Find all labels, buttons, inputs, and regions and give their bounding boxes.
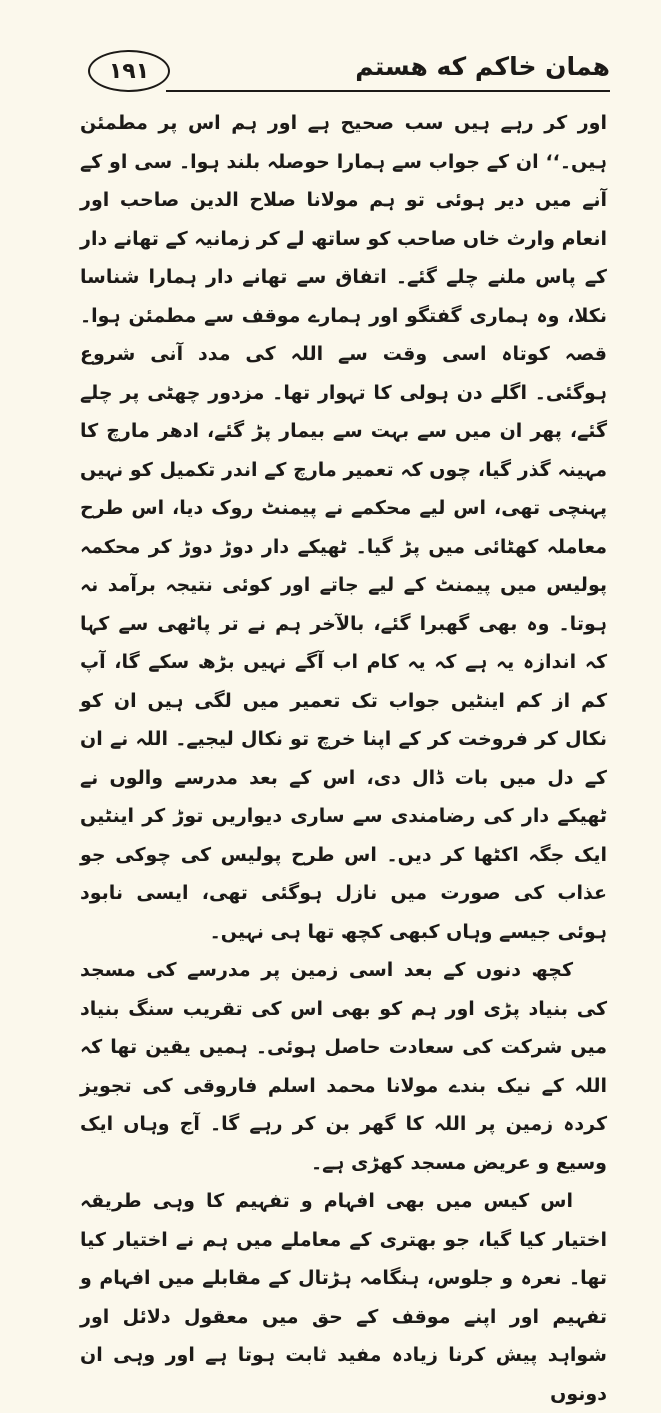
paragraph: کچھ دنوں کے بعد اسی زمین پر مدرسے کی مسجد کی بنیاد پڑی اور ہم کو بھی اس کی تقریب سنگ بنیاد میں شرکت کی سعادت حاصل ہوئی۔ ہمیں یقین تھا کہ اللہ کے نیک بندے مولانا محمد اسلم فاروقی کی تجویز کردہ زمین پر اللہ کا گھر بن کر رہے گا۔ آج وہاں ایک وسیع و عریض مسجد کھڑی ہے۔ <box>80 959 607 1174</box>
paragraph: اس کیس میں بھی افہام و تفہیم کا وہی طریقہ اختیار کیا گیا، جو بھتری کے معاملے میں ہم نے اختیار کیا تھا۔ نعرہ و جلوس، ہنگامہ ہڑتال کے مقابلے میں افہام و تفہیم اور اپنے موقف کے حق میں معقول دلائل اور شواہد پیش کرنا زیادہ مفید ثابت ہوتا ہے اور وہی ان دونوں <box>80 1190 607 1405</box>
paragraph: اور کر رہے ہیں سب صحیح ہے اور ہم اس پر مطمئن ہیں۔‘‘ ان کے جواب سے ہمارا حوصلہ بلند ہوا۔ سی او کے آنے میں دیر ہوئی تو ہم مولانا صلاح الدین صاحب اور انعام وارث خاں صاحب کو ساتھ لے کر زمانیہ کے تھانے دار کے پاس ملنے چلے گئے۔ اتفاق سے تھانے دار ہمارا شناسا نکلا، وہ ہماری گفتگو اور ہمارے موقف سے مطمئن ہوا۔ قصہ کوتاہ اسی وقت سے اللہ کی مدد آنی شروع ہوگئی۔ اگلے دن ہولی کا تہوار تھا۔ مزدور چھٹی پر چلے گئے، پھر ان میں سے بہت سے بیمار پڑ گئے، ادھر مارچ کا مہینہ گذر گیا، چوں کہ تعمیر مارچ کے اندر تکمیل کو نہیں پہنچی تھی، اس لیے محکمے نے پیمنٹ روک دیا، اس طرح معاملہ کھٹائی میں پڑ گیا۔ ٹھیکے دار دوڑ دوڑ کر محکمہ پولیس میں پیمنٹ کے لیے جاتے اور کوئی نتیجہ برآمد نہ ہوتا۔ وہ بھی گھبرا گئے، بالآخر ہم نے تر پاٹھی سے کہا کہ اندازہ یہ ہے کہ یہ کام اب آگے نہیں بڑھ سکے گا، آپ کم از کم اینٹیں جواب تک تعمیر میں لگی ہیں ان کو نکال کر فروخت کر کے اپنا خرچ تو نکال لیجیے۔ اللہ نے ان کے دل میں بات ڈال دی، اس کے بعد مدرسے والوں نے ٹھیکے دار کی رضامندی سے ساری دیواریں توڑ کر اینٹیں ایک جگہ اکٹھا کر دیں۔ اس طرح پولیس کی چوکی جو عذاب کی صورت میں نازل ہوگئی تھی، ایسی نابود ہوئی جیسے وہاں کبھی کچھ تھا ہی نہیں۔ <box>80 112 608 943</box>
body-text <box>80 104 607 1413</box>
page-header <box>74 48 610 96</box>
page-number: ۱۹۱ <box>88 50 170 92</box>
running-title: همان خاکم که هستم <box>355 52 610 81</box>
header-rule <box>166 90 610 92</box>
